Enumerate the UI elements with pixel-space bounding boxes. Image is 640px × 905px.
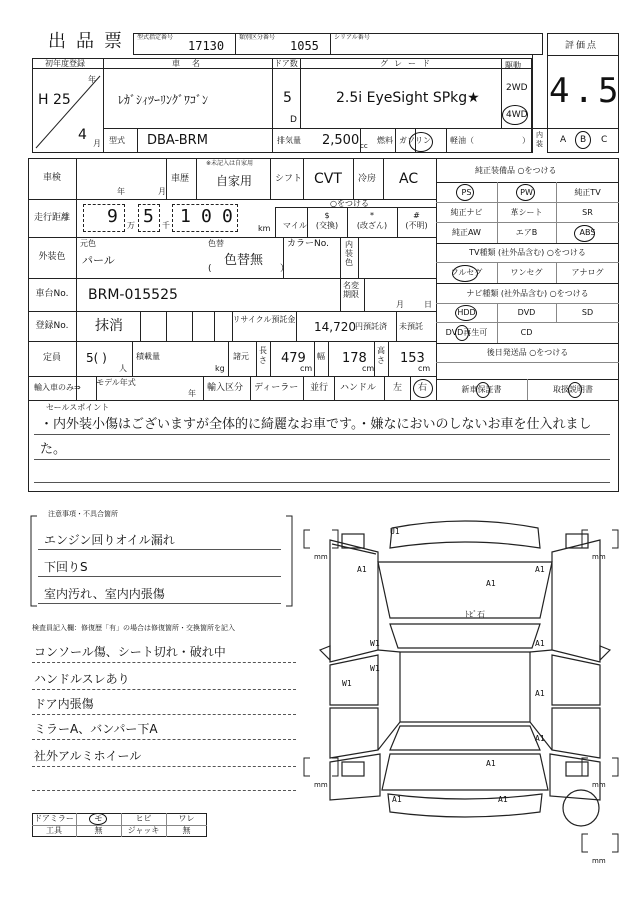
repaint-label: 色替 [208, 239, 224, 248]
shift-value: CVT [314, 171, 342, 187]
mm-fl: mm [314, 553, 328, 561]
length-value: 479 [281, 351, 306, 366]
recycle-label: リサイクル預託金 [232, 315, 296, 324]
grade-a: A [560, 135, 567, 145]
name-change-month: 月 [396, 300, 404, 309]
mark-a1-fender-l: A1 [357, 565, 367, 574]
history-label: 車歴 [171, 174, 190, 184]
length-cm: cm [300, 364, 313, 373]
grade-c: C [601, 135, 608, 145]
later-warranty: 新車保証書 [461, 385, 502, 394]
import-type-label: 輸入区分 [207, 383, 244, 393]
orig-color-label: 元色 [80, 239, 96, 248]
odo-tampered: * (改ざん) [356, 211, 388, 230]
name-change-day: 日 [424, 300, 432, 309]
note-1: エンジン回りオイル漏れ [44, 533, 175, 547]
repaint-paren: ( [208, 264, 212, 274]
month-unit: 月 [93, 139, 101, 148]
ac-value: AC [399, 171, 419, 187]
vehicle-name: ﾚｶﾞｼｨﾂｰﾘﾝｸﾞﾜｺﾞﾝ [118, 93, 209, 107]
import-dealer: ディーラー [254, 383, 299, 393]
tbl-mo: モ [94, 814, 103, 823]
shaken-year: 年 [117, 187, 125, 196]
odo-exchange: $ (交換) [315, 211, 339, 230]
model-label: 型式 [109, 136, 125, 145]
equip-navi: 純正ナビ [450, 207, 483, 217]
grade-label: グレード [380, 59, 436, 68]
sales-line-1: ・内外装小傷はございますが全体的に綺麗なお車です。・嫌なにおいのしないお車を仕入れまし [40, 417, 592, 432]
drive-2wd: 2WD [506, 83, 528, 93]
height-cm: cm [418, 364, 431, 373]
score-value: 4.5 [549, 71, 623, 111]
first-reg-era: H 25 [38, 92, 71, 108]
mileage-digit-5: 0 [222, 206, 233, 227]
shift-label: シフト [275, 174, 303, 184]
mark-a1-door-fr: A1 [535, 639, 545, 648]
mark-w1-door-l: W1 [342, 679, 352, 688]
mark-chip: ﾄﾋﾞ石 [465, 610, 485, 619]
fuel-diesel: 軽油（ [450, 136, 474, 145]
equip-sr: SR [582, 207, 593, 217]
later-title: 後日発送品 ○をつける [486, 348, 569, 357]
navi-sd: SD [581, 308, 594, 317]
form-title: 出品票 [48, 31, 132, 52]
import-only-label: 輸入車のみ⇒ [34, 383, 81, 392]
tv-oneseg: ワンセグ [510, 268, 543, 277]
tbl-jack-val: 無 [182, 826, 191, 835]
mileage-man: 万 [127, 221, 135, 230]
inspector-2: ハンドルスレあり [34, 672, 130, 686]
tbl-jack: ジャッキ [127, 826, 160, 835]
repaint-paren-close: ） [280, 264, 290, 274]
fuel-gasoline: ガソリン [399, 136, 431, 145]
equip-aw: 純正AW [452, 228, 481, 237]
model-year-label: モデル年式 [96, 378, 136, 387]
height-label: 高さ [377, 346, 385, 365]
fuel-label: 燃料 [377, 136, 393, 145]
history-note: ※未記入は自家用 [206, 160, 254, 167]
inspector-3: ドア内張傷 [34, 697, 94, 711]
history-value: 自家用 [216, 174, 253, 188]
handle-left: 左 [393, 383, 403, 393]
tbl-break: ワレ [178, 814, 195, 823]
grade-b-circle [575, 131, 591, 149]
drive-label: 駆動 [505, 61, 521, 70]
note-2: 下回りS [44, 560, 88, 574]
tbl-tools: 工具 [46, 826, 62, 835]
capacity-person: 人 [119, 364, 127, 373]
recycle-unit: 円預託済 [355, 322, 387, 331]
score-label: 評価点 [565, 41, 599, 51]
equip-airbag: エアB [515, 228, 538, 237]
color-label: 外装色 [38, 252, 66, 262]
reg-no-label: 登録No. [35, 320, 69, 331]
mileage-digit-1: 9 [107, 206, 118, 227]
capacity-value: 5( ) [86, 351, 107, 365]
handle-label: ハンドル [340, 383, 377, 393]
navi-cd: CD [520, 328, 533, 337]
form-no-label: 型式指定番号 [137, 34, 174, 41]
color-no-label: カラーNo. [287, 239, 329, 249]
mark-a1-fender-r: A1 [535, 565, 545, 574]
chassis-label: 車台No. [35, 289, 69, 299]
mileage-sen: 千 [162, 221, 170, 230]
form-no: 17130 [188, 39, 225, 53]
reg-no-value: 抹消 [95, 318, 123, 334]
tv-title: TV種類 (社外品含む) ○をつける [469, 248, 586, 257]
width-value: 178 [342, 351, 367, 366]
mark-w1-windshield: W1 [370, 639, 380, 648]
first-reg-month: 4 [78, 127, 87, 143]
navi-dvd-playback: DVD再生可 [445, 328, 488, 337]
mark-u1: U1 [390, 527, 400, 536]
model-value: DBA-BRM [147, 133, 208, 148]
displacement-value: 2,500 [322, 133, 360, 148]
width-label: 幅 [317, 352, 325, 361]
first-reg-label: 初年度登録 [45, 59, 85, 68]
length-label: 長さ [259, 346, 267, 365]
inspector-label: 検査員記入欄：修復歴「有」の場合は修復箇所・交換箇所を記入 [32, 624, 235, 632]
import-parallel: 並行 [310, 383, 329, 393]
equip-tv: 純正TV [574, 187, 601, 197]
equip-pw: PW [520, 187, 533, 197]
tbl-door-mirror: ドアミラー [34, 814, 74, 823]
mark-a1-quarter-r: A1 [535, 734, 545, 743]
handle-right-circle [413, 379, 433, 398]
fuel-gasoline-circle [409, 132, 433, 152]
height-value: 153 [400, 351, 425, 366]
notes-label: 注意事項・不具合箇所 [48, 510, 118, 518]
equip-leather: 革シート [510, 207, 543, 217]
interior-color-label: 内装色 [345, 240, 353, 267]
inspector-1: コンソール傷、シート切れ・破れ中 [34, 645, 226, 659]
dims-label: 諸元 [233, 352, 249, 361]
repaint-value: 色替無 [224, 253, 264, 268]
mileage-digit-3: 1 [180, 206, 191, 227]
tbl-crack: ヒビ [135, 814, 152, 823]
mark-a1-door-rr: A1 [535, 689, 545, 698]
equip-abs: ABS [579, 228, 596, 237]
mileage-km: km [258, 224, 271, 233]
later-manual: 取扱説明書 [553, 385, 593, 394]
load-label: 積載量 [136, 352, 160, 361]
displacement-label: 排気量 [277, 136, 301, 145]
mileage-digit-4: 0 [201, 206, 212, 227]
grade-b: B [580, 135, 587, 145]
mm-rr: mm [592, 781, 606, 789]
navi-dvd: DVD [517, 308, 536, 317]
name-label: 車 名 [172, 59, 202, 68]
doors-d: D [290, 115, 297, 125]
mark-w1-roof: W1 [370, 664, 380, 673]
class-no: 1055 [290, 39, 319, 53]
cc-unit: cc [360, 142, 368, 150]
mm-fr: mm [592, 553, 606, 561]
shaken-month: 月 [158, 187, 166, 196]
equip-ps: PS [461, 187, 472, 197]
model-year-unit: 年 [188, 389, 196, 398]
note-3: 室内汚れ、室内内張傷 [44, 587, 165, 601]
mm-spare: mm [592, 857, 606, 865]
shaken-label: 車検 [42, 173, 61, 183]
odo-unknown: # (不明) [405, 211, 428, 230]
recycle-not-deposited: 未預託 [399, 322, 423, 331]
load-kg: kg [215, 364, 225, 373]
sales-label: セールスポイント [46, 403, 110, 412]
odometer-head: ○をつける [330, 199, 369, 208]
inspector-5: 社外アルミホイール [34, 749, 142, 763]
doors-value: 5 [283, 90, 292, 106]
chassis-value: BRM-015525 [88, 287, 178, 303]
tv-fullseg: フルセグ [450, 268, 483, 277]
inspector-4: ミラーA、バンパー下A [34, 722, 158, 736]
inner-ext-label: 内装 [536, 131, 543, 148]
mileage-label: 走行距離 [33, 212, 70, 223]
mark-a1-bumper-l: A1 [392, 795, 402, 804]
capacity-label: 定員 [42, 353, 61, 363]
mileage-digit-2: 5 [143, 206, 154, 227]
drive-4wd-circle [502, 105, 528, 125]
doors-label: ドア数 [274, 59, 298, 68]
recycle-value: 14,720 [314, 320, 356, 334]
mileage-mile: マイル [283, 221, 307, 230]
serial-label: シリアル番号 [334, 34, 370, 41]
tv-analog: アナログ [571, 268, 604, 277]
mm-rl: mm [314, 781, 328, 789]
navi-title: ナビ種類 (社外品含む) ○をつける [466, 288, 589, 298]
mark-a1-hood: A1 [486, 579, 496, 588]
year-unit: 年 [88, 75, 96, 84]
mark-a1-trunk: A1 [486, 759, 496, 768]
fuel-paren-close: ） [522, 136, 530, 145]
name-change-label: 名変期限 [343, 281, 359, 299]
color-value: パール [82, 254, 115, 267]
mark-a1-bumper-r: A1 [498, 795, 508, 804]
sales-line-2: た。 [40, 442, 67, 457]
navi-hdd: HDD [457, 308, 476, 317]
class-no-label: 類別区分番号 [239, 34, 276, 41]
first-reg-slash [34, 70, 102, 150]
drive-4wd: 4WD [506, 110, 528, 120]
width-cm: cm [362, 364, 375, 373]
ac-label: 冷房 [358, 174, 377, 184]
grade-value: 2.5i EyeSight SPkg★ [336, 90, 480, 106]
handle-right: 右 [418, 383, 428, 393]
equip-title: 純正装備品 ○をつける [475, 166, 557, 175]
tbl-tools-val: 無 [94, 826, 103, 835]
